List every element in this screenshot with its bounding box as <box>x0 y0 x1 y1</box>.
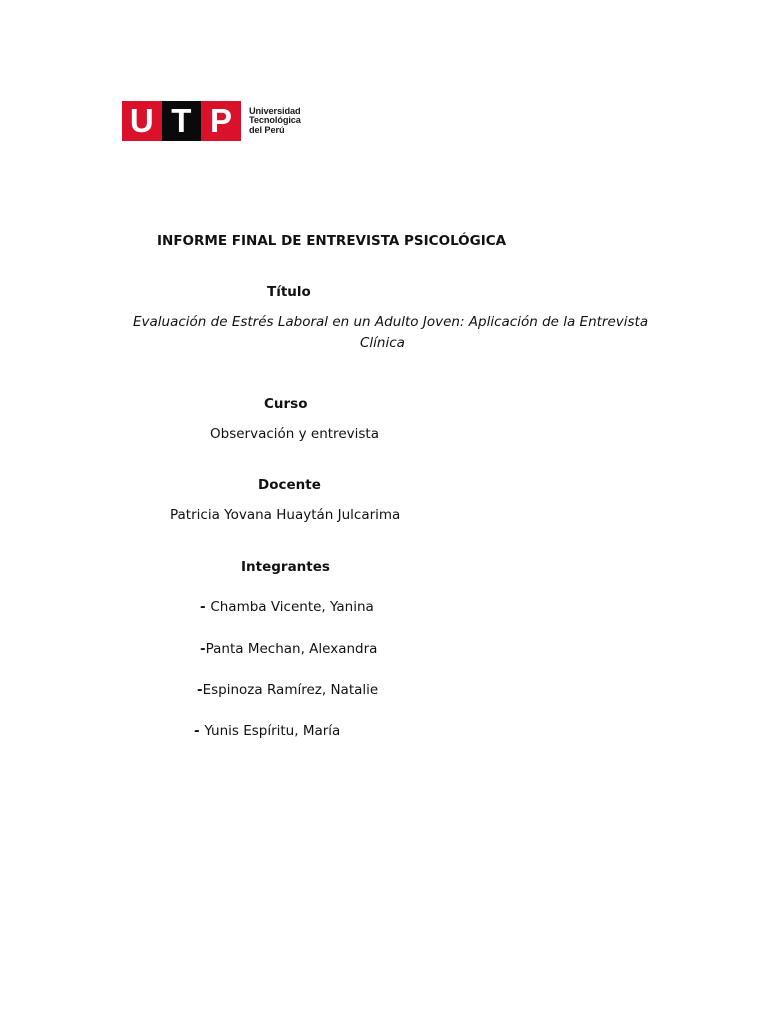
university-name <box>249 107 301 136</box>
member-name: Chamba Vicente, Yanina <box>210 599 374 615</box>
member-dash: - <box>197 682 203 698</box>
members-label: Integrantes <box>241 559 330 575</box>
member-dash: - <box>200 641 206 657</box>
university-name-line: del Perú <box>249 124 285 135</box>
course-value: Observación y entrevista <box>210 426 379 442</box>
logo-letter-t: T <box>162 101 202 141</box>
teacher-value: Patricia Yovana Huaytán Julcarima <box>170 507 401 523</box>
title-label: Título <box>267 284 311 300</box>
university-name-line: Universidad <box>249 105 301 116</box>
member-item <box>197 681 378 699</box>
university-name-line: Tecnológica <box>249 115 301 126</box>
title-line-2: Clínica <box>360 335 405 351</box>
teacher-label: Docente <box>258 477 321 493</box>
member-name: Panta Mechan, Alexandra <box>205 641 378 657</box>
logo-letter-p: P <box>201 101 241 141</box>
title-line-1: Evaluación de Estrés Laboral en un Adulto Joven: Aplicación de la Entrevista <box>133 314 649 330</box>
report-heading: INFORME FINAL DE ENTREVISTA PSICOLÓGICA <box>157 233 507 249</box>
course-label: Curso <box>264 396 308 412</box>
member-item <box>200 598 374 616</box>
member-item <box>194 722 340 740</box>
utp-logo-mark <box>122 101 241 141</box>
member-name: Espinoza Ramírez, Natalie <box>202 682 379 698</box>
member-item <box>200 640 377 658</box>
member-name: Yunis Espíritu, María <box>204 723 341 739</box>
utp-logo <box>122 101 301 141</box>
member-dash: - <box>200 599 211 615</box>
member-dash: - <box>194 723 205 739</box>
logo-letter-u: U <box>122 101 162 141</box>
